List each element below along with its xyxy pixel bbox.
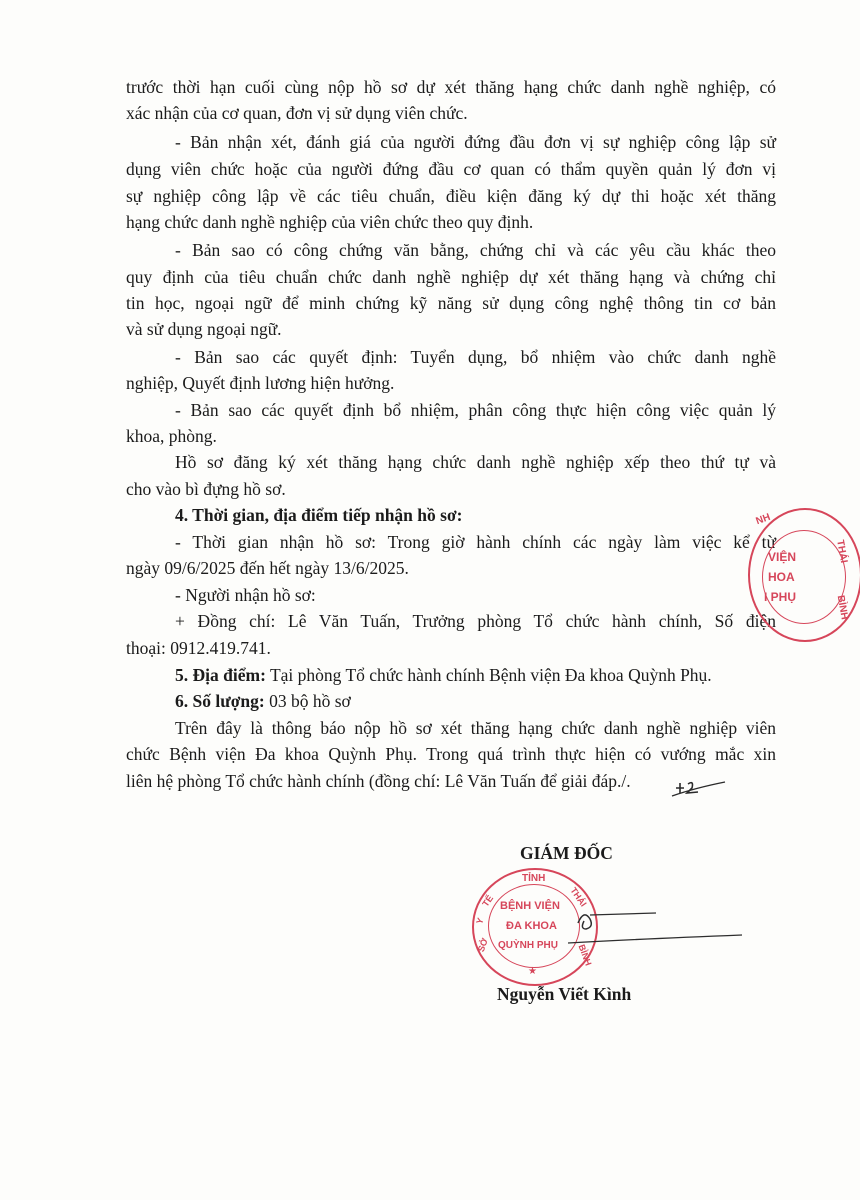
section-text: 03 bộ hồ sơ <box>264 691 351 711</box>
stamp-ring-text: BÌNH <box>834 594 850 621</box>
side-stamp <box>748 508 860 642</box>
text-line: - Bản sao các quyết định: Tuyển dụng, bổ nhiệm vào chức danh nghề <box>175 347 776 367</box>
stamp-ring-text: TỈNH <box>522 873 546 884</box>
stamp-text: ĐA KHOA <box>506 920 557 932</box>
signer-name: Nguyễn Viết Kình <box>497 984 632 1004</box>
stamp-ring-text: THÁI <box>834 539 850 564</box>
signature-title: GIÁM ĐỐC <box>520 843 613 863</box>
text-line: thoại: 0912.419.741. <box>126 638 271 658</box>
handwritten-signature <box>560 895 750 955</box>
section-quantity <box>175 689 351 713</box>
stamp-ring-text: SỞ <box>475 936 490 954</box>
text-line: Hồ sơ đăng ký xét thăng hạng chức danh nghề nghiệp xếp theo thứ tự và <box>175 452 776 472</box>
text-line: cho vào bì đựng hồ sơ. <box>126 479 286 499</box>
initials-mark <box>670 770 730 800</box>
text-line: nghiệp, Quyết định lương hiện hưởng. <box>126 373 395 393</box>
stamp-ring-text: THÁI <box>568 885 589 909</box>
text-line: + Đồng chí: Lê Văn Tuấn, Trưởng phòng Tổ chức hành chính, Số điện <box>175 611 776 631</box>
stamp-ring-text: BÌNH <box>576 942 594 968</box>
text-line: - Thời gian nhận hồ sơ: Trong giờ hành chính các ngày làm việc kể từ <box>175 532 776 552</box>
text-line: tin học, ngoại ngữ để minh chứng kỹ năng sử dụng công nghệ thông tin cơ bản <box>126 293 776 313</box>
stamp-text: I PHỤ <box>764 590 797 604</box>
text-line: - Người nhận hồ sơ: <box>175 585 316 605</box>
stamp-ring-text: TẾ <box>480 893 496 909</box>
text-line: hạng chức danh nghề nghiệp của viên chức theo quy định. <box>126 212 534 232</box>
text-line: quy định của tiêu chuẩn chức danh nghề nghiệp dự xét thăng hạng và chứng chỉ <box>126 267 776 287</box>
section-location <box>175 663 712 687</box>
section-text: Tại phòng Tổ chức hành chính Bệnh viện Đa khoa Quỳnh Phụ. <box>265 665 712 685</box>
text-line: khoa, phòng. <box>126 426 217 446</box>
text-line: - Bản nhận xét, đánh giá của người đứng đầu đơn vị sự nghiệp công lập sử <box>175 132 776 152</box>
stamp-text: QUỲNH PHỤ <box>498 940 559 951</box>
stamp-ring-text: Y <box>474 916 486 926</box>
section-heading: 4. Thời gian, địa điểm tiếp nhận hồ sơ: <box>175 505 463 525</box>
text-line: - Bản sao có công chứng văn bằng, chứng chỉ và các yêu cầu khác theo <box>175 240 776 260</box>
section-label: 5. Địa điểm: <box>175 665 266 685</box>
text-line: dụng viên chức hoặc của người đứng đầu cơ quan có thẩm quyền quản lý đơn vị <box>126 159 776 179</box>
text-line: - Bản sao các quyết định bổ nhiệm, phân công thực hiện công việc quản lý <box>175 400 776 420</box>
text-line: trước thời hạn cuối cùng nộp hồ sơ dự xét thăng hạng chức danh nghề nghiệp, có <box>126 77 776 97</box>
text-line: Trên đây là thông báo nộp hồ sơ xét thăng hạng chức danh nghề nghiệp viên <box>175 718 776 738</box>
star-icon: ★ <box>528 966 537 977</box>
text-line: xác nhận của cơ quan, đơn vị sử dụng viên chức. <box>126 103 468 123</box>
stamp-ring-text: NH <box>754 511 772 528</box>
text-line: và sử dụng ngoại ngữ. <box>126 319 282 339</box>
text-line: chức Bệnh viện Đa khoa Quỳnh Phụ. Trong quá trình thực hiện có vướng mắc xin <box>126 744 776 764</box>
stamp-text: HOA <box>768 570 795 584</box>
stamp-text: BỆNH VIỆN <box>500 900 560 912</box>
text-line: sự nghiệp công lập về các tiêu chuẩn, điều kiện đăng ký dự thi hoặc xét thăng <box>126 186 776 206</box>
stamp-text: VIỆN <box>768 550 797 564</box>
text-line: liên hệ phòng Tổ chức hành chính (đồng chí: Lê Văn Tuấn để giải đáp./. <box>126 771 631 791</box>
section-label: 6. Số lượng: <box>175 691 265 711</box>
text-line: ngày 09/6/2025 đến hết ngày 13/6/2025. <box>126 558 409 578</box>
